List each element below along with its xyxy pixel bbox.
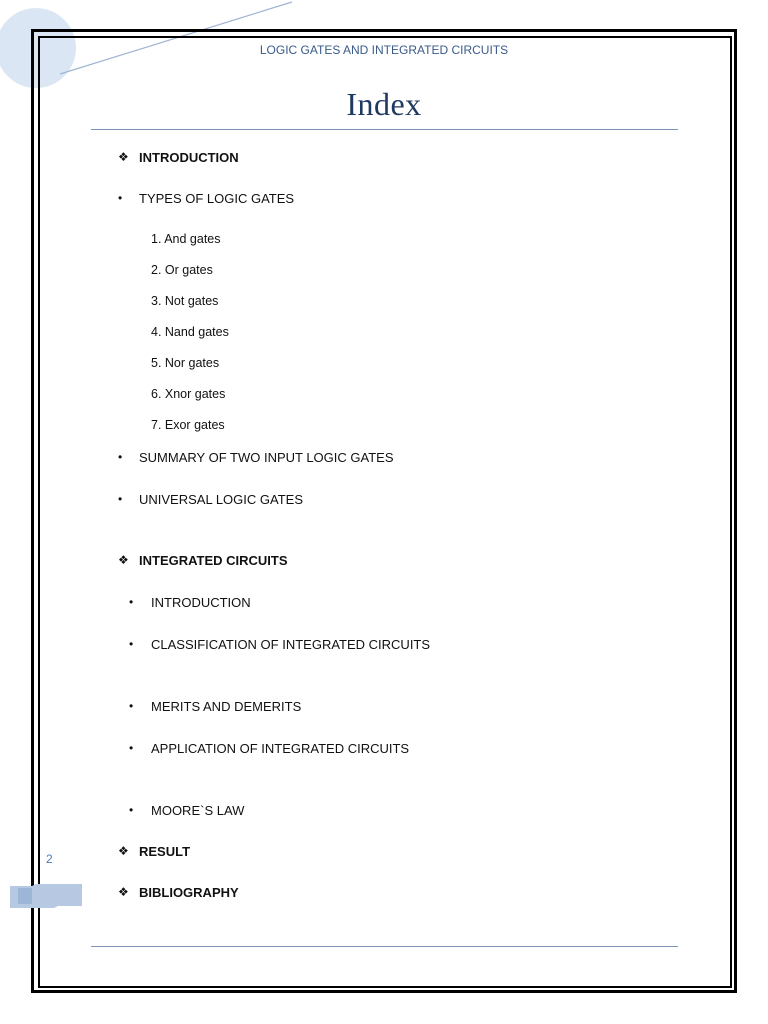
sub-entry-nand-gates: 4. Nand gates	[151, 325, 229, 339]
diamond-bullet-icon: ❖	[118, 844, 129, 858]
page-number: 2	[46, 852, 53, 866]
diamond-bullet-icon: ❖	[118, 553, 129, 567]
sub-entry-not-gates: 3. Not gates	[151, 294, 219, 308]
title-rule	[91, 129, 678, 130]
decorative-tab	[8, 884, 84, 908]
sub-entry-nor-gates: 5. Nor gates	[151, 356, 220, 370]
bullet-icon: •	[129, 803, 134, 817]
sub-entry-exor-gates: 7. Exor gates	[151, 418, 225, 432]
sub-entry-xnor-gates: 6. Xnor gates	[151, 387, 226, 401]
page-title: Index	[346, 86, 422, 122]
sub-entry-and-gates: 1. And gates	[151, 232, 221, 246]
bullet-icon: •	[129, 741, 134, 755]
bullet-icon: •	[118, 450, 123, 464]
running-header: LOGIC GATES AND INTEGRATED CIRCUITS	[259, 43, 509, 57]
bullet-icon: •	[118, 191, 123, 205]
bullet-icon: •	[129, 699, 134, 713]
sub-entry-or-gates: 2. Or gates	[151, 263, 213, 277]
bullet-icon: •	[129, 637, 134, 651]
bullet-icon: •	[118, 492, 123, 506]
bullet-icon: •	[129, 595, 134, 609]
diamond-bullet-icon: ❖	[118, 885, 129, 899]
diamond-bullet-icon: ❖	[118, 150, 129, 164]
footer-rule	[91, 946, 678, 947]
